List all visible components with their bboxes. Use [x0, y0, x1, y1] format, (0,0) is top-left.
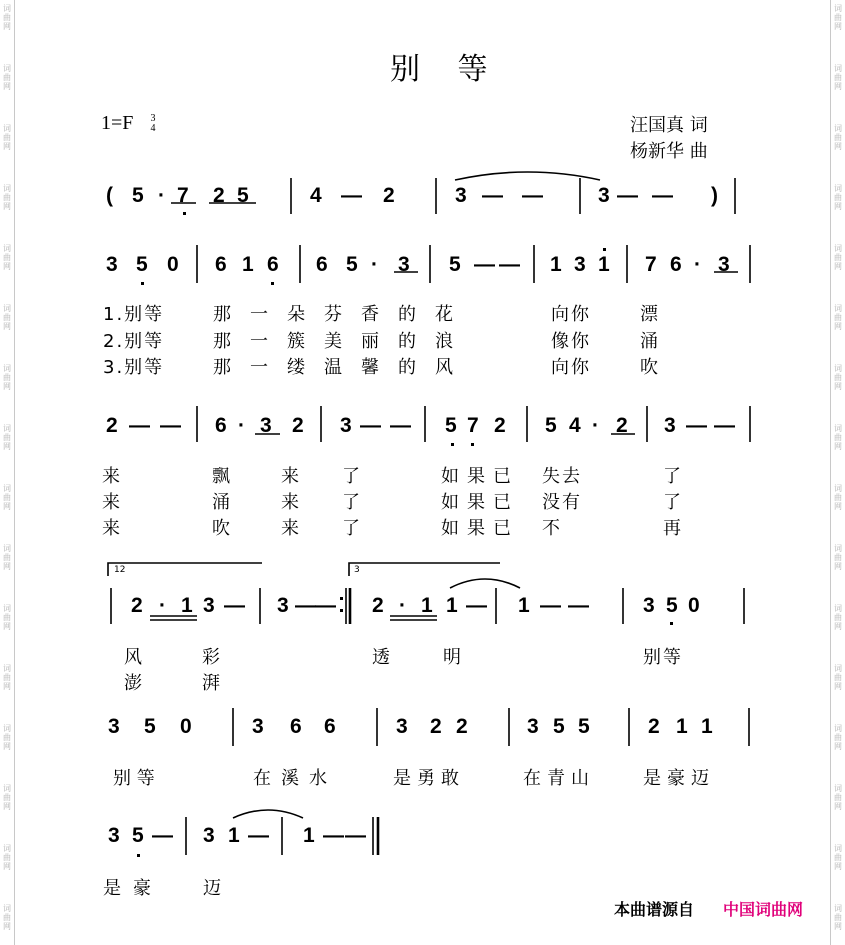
svg-text:1: 1	[421, 594, 433, 617]
watermark-text: 词 曲 网	[3, 484, 11, 511]
lyric-word: 失去	[542, 466, 582, 487]
lyric-word: 是勇敢	[393, 768, 465, 789]
lyric-word: 如果已	[441, 466, 519, 487]
svg-text:5: 5	[136, 253, 148, 276]
svg-text:—: —	[345, 824, 366, 847]
watermark-text: 词 曲 网	[3, 184, 11, 211]
svg-text:·: ·	[694, 253, 701, 276]
svg-text:3: 3	[277, 594, 289, 617]
svg-text:—: —	[315, 594, 336, 617]
lyric-word: 在溪水	[253, 768, 337, 789]
svg-text:1: 1	[676, 715, 688, 738]
svg-text:1: 1	[446, 594, 458, 617]
song-title: 别 等	[390, 52, 502, 87]
svg-text:1: 1	[518, 594, 530, 617]
svg-text:2: 2	[106, 414, 118, 437]
svg-text:·: ·	[371, 253, 378, 276]
svg-text:5: 5	[449, 253, 461, 276]
lyric-word: 澎	[124, 673, 144, 694]
lyric-word: 别 等	[113, 768, 155, 789]
lyric-line: 吹	[640, 357, 660, 378]
svg-text:2: 2	[616, 414, 628, 437]
svg-text:3: 3	[396, 715, 408, 738]
svg-text:—: —	[295, 594, 316, 617]
svg-text:—: —	[466, 594, 487, 617]
svg-text:3: 3	[574, 253, 586, 276]
svg-text:—: —	[323, 824, 344, 847]
lyric-word: 了	[342, 492, 362, 513]
svg-text:1: 1	[550, 253, 562, 276]
svg-text:3: 3	[340, 414, 352, 437]
svg-text:—: —	[482, 184, 503, 207]
svg-text:4: 4	[310, 184, 322, 207]
svg-text:(: (	[106, 184, 113, 207]
lyric-word: 不	[542, 518, 562, 539]
svg-text:3: 3	[718, 253, 730, 276]
lyric-word: 彩	[202, 647, 222, 668]
svg-text:6: 6	[290, 715, 302, 738]
svg-text:2: 2	[372, 594, 384, 617]
svg-text:7: 7	[645, 253, 657, 276]
svg-text:·: ·	[399, 594, 406, 617]
lyric-word: 透	[372, 647, 392, 668]
watermark-text: 词 曲 网	[3, 724, 11, 751]
lyric-word: 别等	[643, 647, 683, 668]
svg-text:3: 3	[260, 414, 272, 437]
svg-text:—: —	[224, 594, 245, 617]
svg-text:·: ·	[238, 414, 245, 437]
svg-text:3: 3	[203, 594, 215, 617]
svg-text:3: 3	[398, 253, 410, 276]
svg-text:—: —	[360, 414, 381, 437]
watermark-text: 词 曲 网	[3, 244, 11, 271]
lyricist-credit: 汪国真 词	[630, 115, 708, 136]
lyric-line: 那一簇美丽的浪	[213, 331, 472, 352]
svg-text:0: 0	[180, 715, 192, 738]
svg-text:—: —	[152, 824, 173, 847]
svg-text:5: 5	[445, 414, 457, 437]
svg-text:3: 3	[252, 715, 264, 738]
lyric-word: 了	[342, 518, 362, 539]
watermark-text: 词 曲 网	[834, 844, 842, 871]
svg-text:3: 3	[527, 715, 539, 738]
svg-text:—: —	[474, 253, 495, 276]
svg-text:5: 5	[237, 184, 249, 207]
lyric-word: 来	[102, 466, 122, 487]
svg-text:3: 3	[643, 594, 655, 617]
svg-text:5: 5	[132, 824, 144, 847]
watermark-text: 词 曲 网	[834, 304, 842, 331]
svg-text:5: 5	[346, 253, 358, 276]
watermark-text: 词 曲 网	[3, 544, 11, 571]
svg-text:6: 6	[316, 253, 328, 276]
svg-text:6: 6	[215, 253, 227, 276]
composer-credit: 杨新华 曲	[630, 141, 708, 162]
svg-text:4: 4	[569, 414, 581, 437]
watermark-text: 词 曲 网	[3, 784, 11, 811]
watermark-text: 词 曲 网	[3, 124, 11, 151]
svg-text:1: 1	[598, 253, 610, 276]
svg-text:·: ·	[158, 184, 165, 207]
watermark-text: 词 曲 网	[834, 544, 842, 571]
watermark-text: 词 曲 网	[3, 604, 11, 631]
svg-text:—: —	[686, 414, 707, 437]
svg-text:3: 3	[664, 414, 676, 437]
watermark-text: 词 曲 网	[834, 4, 842, 31]
lyric-word: 风	[124, 647, 144, 668]
lyric-word: 在青山	[523, 768, 595, 789]
svg-text:7: 7	[467, 414, 479, 437]
watermark-text: 词 曲 网	[834, 724, 842, 751]
svg-text:—: —	[129, 414, 150, 437]
lyric-word: 如果已	[441, 518, 519, 539]
svg-text:): )	[711, 184, 718, 207]
watermark-text: 词 曲 网	[3, 304, 11, 331]
svg-text:—: —	[617, 184, 638, 207]
svg-text:6: 6	[267, 253, 279, 276]
lyric-word: 来	[281, 466, 301, 487]
watermark-text: 词 曲 网	[834, 904, 842, 931]
svg-text:0: 0	[688, 594, 700, 617]
watermark-text: 词 曲 网	[834, 64, 842, 91]
watermark-text: 词 曲 网	[3, 4, 11, 31]
volta-label-first: 12	[114, 565, 126, 575]
svg-text:—: —	[714, 414, 735, 437]
svg-text:—: —	[499, 253, 520, 276]
lyric-line: 1.别等	[103, 304, 165, 325]
time-signature: 3 4	[150, 113, 156, 134]
lyric-word: 是豪迈	[643, 768, 715, 789]
lyric-line: 漂	[640, 304, 660, 325]
svg-text:5: 5	[578, 715, 590, 738]
svg-text:3: 3	[598, 184, 610, 207]
lyric-word: 明	[443, 647, 463, 668]
svg-text:5: 5	[666, 594, 678, 617]
lyric-word: 吹	[212, 518, 232, 539]
watermark-text: 词 曲 网	[3, 364, 11, 391]
watermark-text: 词 曲 网	[834, 784, 842, 811]
svg-text:6: 6	[324, 715, 336, 738]
svg-text:—: —	[160, 414, 181, 437]
key-signature: 1=F	[101, 112, 134, 134]
svg-text:·: ·	[592, 414, 599, 437]
lyric-line: 3.别等	[103, 357, 165, 378]
svg-text:6: 6	[215, 414, 227, 437]
svg-text:—: —	[341, 184, 362, 207]
lyric-word: 了	[663, 492, 683, 513]
svg-text:2: 2	[648, 715, 660, 738]
svg-text:0: 0	[167, 253, 179, 276]
lyric-word: 是豪	[103, 878, 163, 899]
watermark-text: 词 曲 网	[834, 244, 842, 271]
watermark-text: 词 曲 网	[834, 184, 842, 211]
svg-text:5: 5	[144, 715, 156, 738]
lyric-line: 涌	[640, 331, 660, 352]
lyric-line: 那一缕温馨的风	[213, 357, 472, 378]
svg-text:1: 1	[303, 824, 315, 847]
watermark-text: 词 曲 网	[3, 424, 11, 451]
svg-text:3: 3	[108, 824, 120, 847]
lyric-word: 涌	[212, 492, 232, 513]
watermark-text: 词 曲 网	[3, 664, 11, 691]
watermark-text: 词 曲 网	[834, 664, 842, 691]
svg-text:1: 1	[228, 824, 240, 847]
svg-text:5: 5	[545, 414, 557, 437]
lyric-word: 了	[342, 466, 362, 487]
lyric-word: 飘	[212, 466, 232, 487]
lyric-word: 如果已	[441, 492, 519, 513]
watermark-text: 词 曲 网	[834, 604, 842, 631]
svg-text:2: 2	[430, 715, 442, 738]
svg-text:2: 2	[131, 594, 143, 617]
lyric-line: 向你	[551, 357, 591, 378]
svg-text:2: 2	[292, 414, 304, 437]
svg-text:1: 1	[181, 594, 193, 617]
svg-text:1: 1	[242, 253, 254, 276]
svg-text:2: 2	[213, 184, 225, 207]
source-brand-link[interactable]: 中国词曲网	[723, 900, 804, 919]
source-label: 本曲谱源自	[614, 900, 695, 919]
watermark-text: 词 曲 网	[834, 364, 842, 391]
lyric-word: 来	[102, 492, 122, 513]
volta-label-second: 3	[354, 565, 360, 575]
watermark-text: 词 曲 网	[834, 484, 842, 511]
svg-text:3: 3	[455, 184, 467, 207]
lyric-line: 像你	[551, 331, 591, 352]
lyric-line: 向你	[551, 304, 591, 325]
svg-text:6: 6	[670, 253, 682, 276]
svg-text:7: 7	[177, 184, 189, 207]
svg-text:—: —	[540, 594, 561, 617]
watermark-text: 词 曲 网	[3, 904, 11, 931]
lyric-word: 湃	[202, 673, 222, 694]
svg-text:—: —	[522, 184, 543, 207]
svg-text:2: 2	[383, 184, 395, 207]
svg-text:5: 5	[553, 715, 565, 738]
svg-text:3: 3	[203, 824, 215, 847]
svg-text:·: ·	[159, 594, 166, 617]
svg-text:1: 1	[701, 715, 713, 738]
watermark-text: 词 曲 网	[834, 424, 842, 451]
lyric-word: 了	[663, 466, 683, 487]
svg-text:5: 5	[132, 184, 144, 207]
svg-text:—: —	[248, 824, 269, 847]
lyric-word: 没有	[542, 492, 582, 513]
lyric-word: 来	[281, 492, 301, 513]
watermark-text: 词 曲 网	[3, 64, 11, 91]
lyric-line: 那一朵芬香的花	[213, 304, 472, 325]
lyric-line: 2.别等	[103, 331, 165, 352]
svg-text:—: —	[390, 414, 411, 437]
svg-text:3: 3	[106, 253, 118, 276]
lyric-word: 再	[663, 518, 683, 539]
svg-text:—: —	[652, 184, 673, 207]
lyric-word: 来	[102, 518, 122, 539]
lyric-word: 来	[281, 518, 301, 539]
svg-text:2: 2	[456, 715, 468, 738]
watermark-text: 词 曲 网	[3, 844, 11, 871]
svg-text:3: 3	[108, 715, 120, 738]
lyric-word: 迈	[203, 878, 223, 899]
svg-text:—: —	[568, 594, 589, 617]
svg-text:2: 2	[494, 414, 506, 437]
watermark-text: 词 曲 网	[834, 124, 842, 151]
